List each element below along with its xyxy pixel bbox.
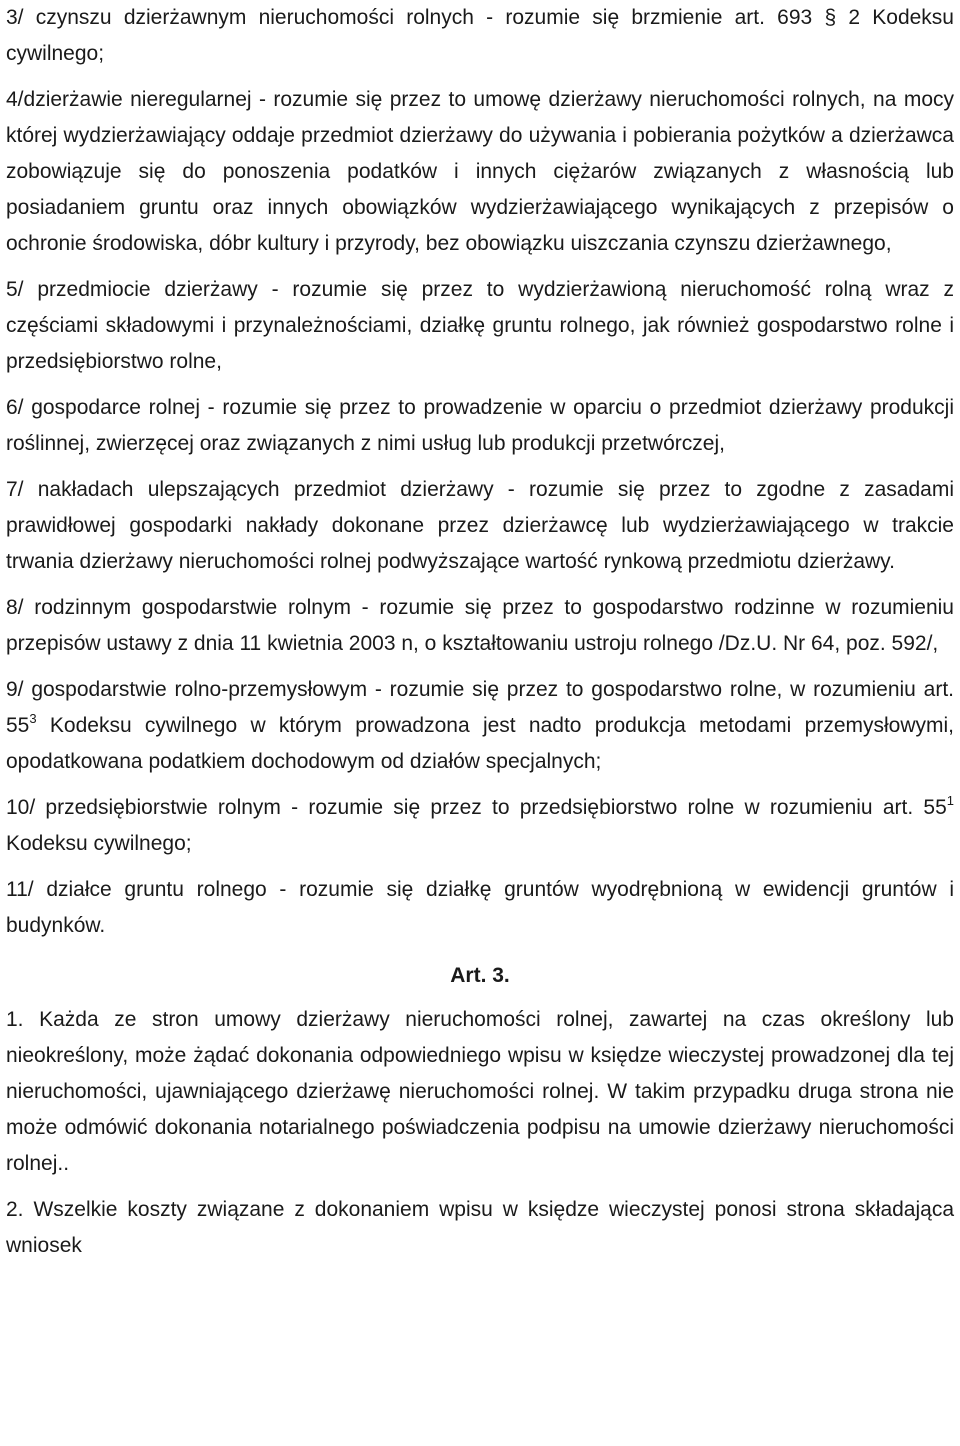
definition-10-text-a: 10/ przedsiębiorstwie rolnym - rozumie się przez to przedsiębiorstwo rolne w rozumieniu art. 55 [6,796,947,819]
definition-6: 6/ gospodarce rolnej - rozumie się przez to prowadzenie w oparciu o przedmiot dzierżawy produkcji roślinnej, zwierzęcej oraz związanych z nimi usług lub produkcji przetwórczej, [6,396,954,455]
definition-10 [6,790,954,862]
definition-9 [6,672,954,780]
definition-3: 3/ czynszu dzierżawnym nieruchomości rolnych - rozumie się brzmienie art. 693 § 2 Kodeksu cywilnego; [6,6,954,65]
definition-9-text-b: Kodeksu cywilnego w którym prowadzona jest nadto produkcja metodami przemysłowymi, opodatkowana podatkiem dochodowym od działów specjalnych; [6,714,954,773]
definition-10-text-b: Kodeksu cywilnego; [6,832,192,855]
definition-5: 5/ przedmiocie dzierżawy - rozumie się przez to wydzierżawioną nieruchomość rolną wraz z częściami składowymi i przynależnościami, działkę gruntu rolnego, jak również gospodarstwo rolne i przedsiębiorstwo rolne, [6,278,954,373]
article-heading: Art. 3. [450,964,510,987]
article-item-1: 1. Każda ze stron umowy dzierżawy nieruchomości rolnej, zawartej na czas określony lub nieokreślony, może żądać dokonania odpowiedniego wpisu w księdze wieczystej prowadzonej dla tej nieruchomości, ujawniającego dzierżawę nieruchomości rolnej. W takim przypadku druga strona nie może odmówić dokonania notarialnego poświadczenia podpisu na umowie dzierżawy nieruchomości rolnej.. [6,1008,954,1175]
definition-9-text-a: 9/ gospodarstwie rolno-przemysłowym - rozumie się przez to gospodarstwo rolne, w rozumieniu art. 55 [6,678,954,737]
definition-8: 8/ rodzinnym gospodarstwie rolnym - rozumie się przez to gospodarstwo rodzinne w rozumieniu przepisów ustawy z dnia 11 kwietnia 2003 n, o kształtowaniu ustroju rolnego /Dz.U. Nr 64, poz. 592/, [6,596,954,655]
definition-11: 11/ działce gruntu rolnego - rozumie się działkę gruntów wyodrębnioną w ewidencji gruntów i budynków. [6,878,954,937]
definition-4: 4/dzierżawie nieregularnej - rozumie się przez to umowę dzierżawy nieruchomości rolnych, na mocy której wydzierżawiający oddaje przedmiot dzierżawy do używania i pobierania pożytków a dzierżawca zobowiązuje się do ponoszenia podatków i innych ciężarów związanych z własnością lub posiadaniem gruntu oraz innych obowiązków wydzierżawiającego wynikających z przepisów o ochronie środowiska, dóbr kultury i przyrody, bez obowiązku uiszczania czynszu dzierżawnego, [6,88,954,255]
article-item-2: 2. Wszelkie koszty związane z dokonaniem wpisu w księdze wieczystej ponosi strona składająca wniosek [6,1198,954,1257]
document-page [6,0,954,1264]
definition-10-superscript: 1 [946,793,954,808]
definition-9-superscript: 3 [29,711,37,726]
definition-7: 7/ nakładach ulepszających przedmiot dzierżawy - rozumie się przez to zgodne z zasadami prawidłowej gospodarki nakłady dokonane przez dzierżawcę lub wydzierżawiającego w trakcie trwania dzierżawy nieruchomości rolnej podwyższające wartość rynkową przedmiotu dzierżawy. [6,478,954,573]
